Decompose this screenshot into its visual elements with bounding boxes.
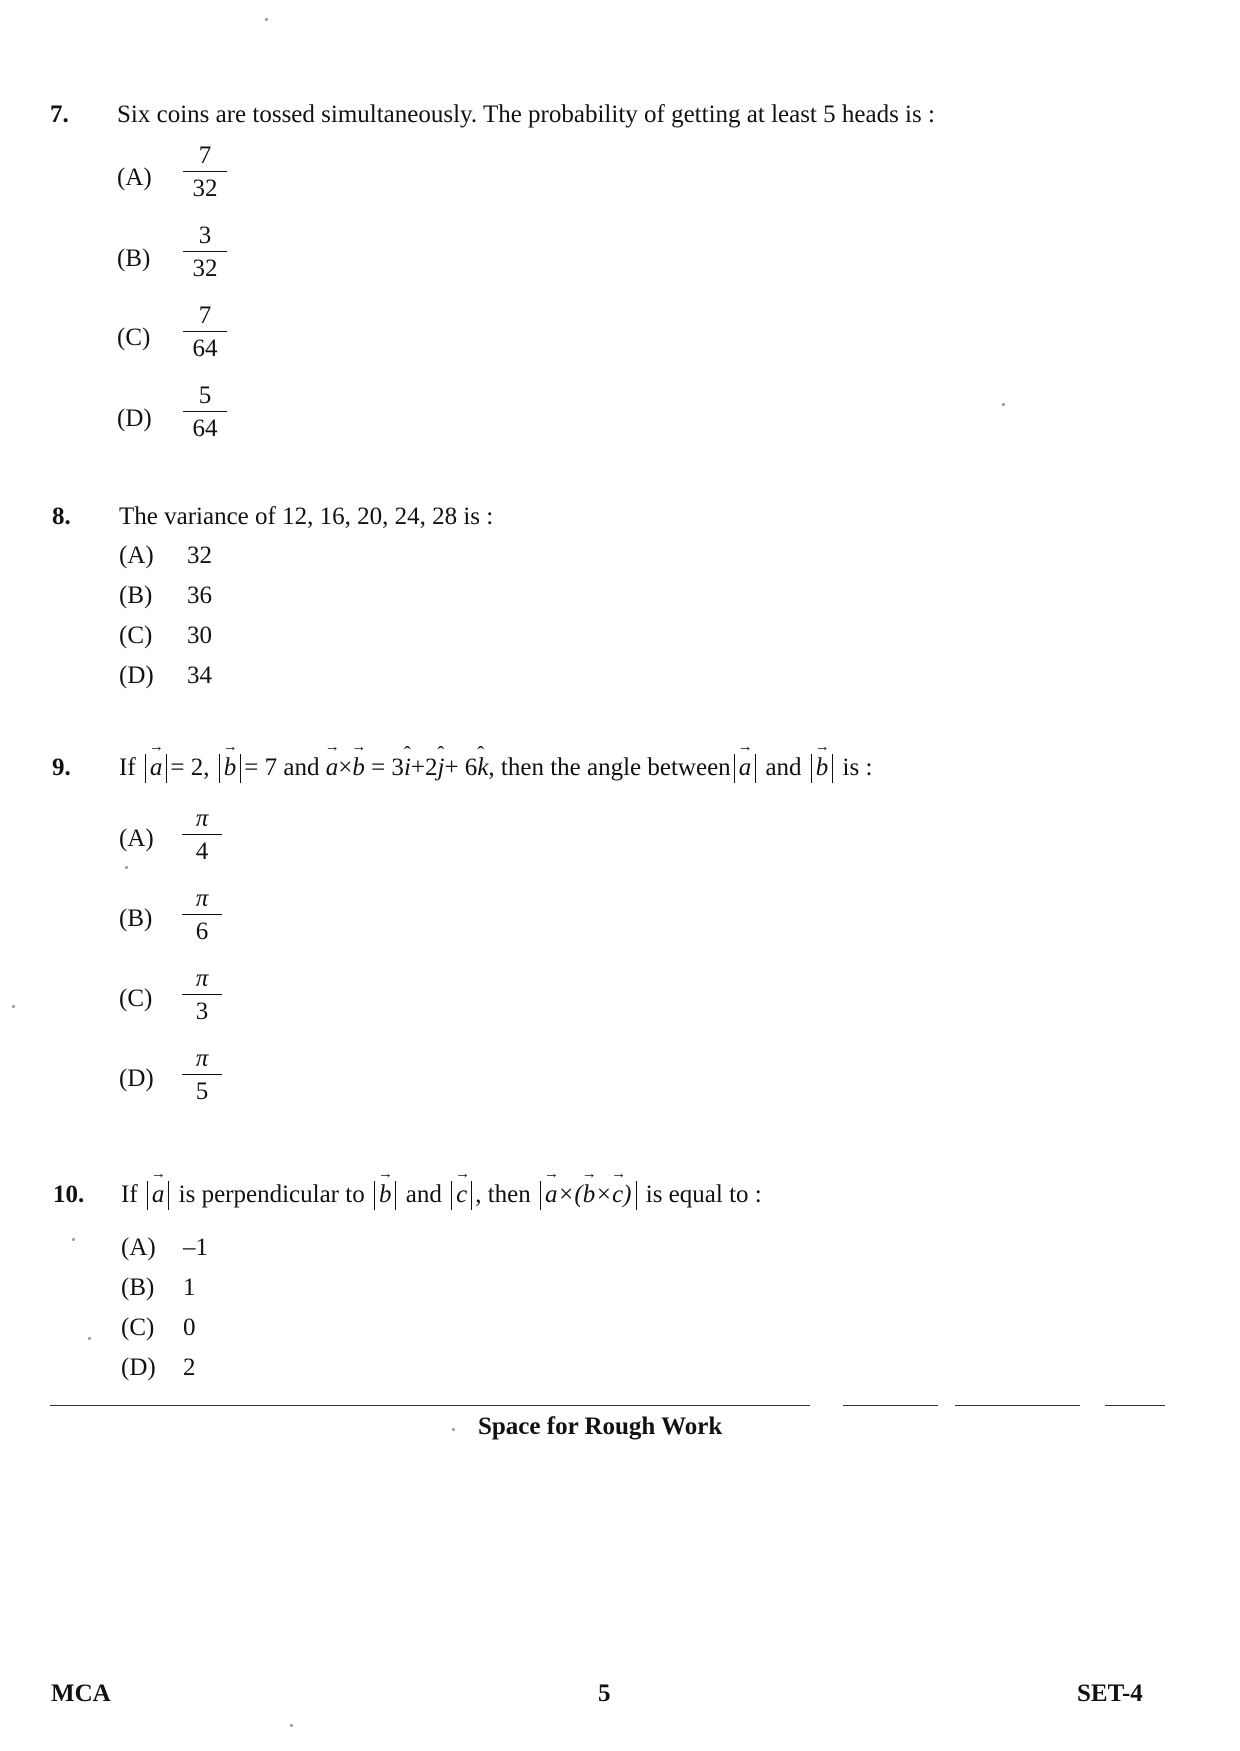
word-and: and: [405, 1181, 442, 1208]
option-value: 1: [183, 1274, 196, 1301]
unit-j: ˆ j: [438, 754, 445, 782]
option-label: (D): [117, 405, 152, 432]
option-label: (A): [119, 542, 154, 569]
question-number-8: 8.: [52, 503, 71, 530]
q8-option-a: [119, 542, 212, 570]
scan-speck: [265, 18, 268, 21]
triple-product: → a×(→ b×→ c): [540, 1181, 637, 1210]
word-then: , then: [475, 1181, 531, 1208]
then-angle-between: , then the angle between: [488, 754, 731, 781]
numerator-pi: π: [182, 886, 222, 915]
option-label: (C): [117, 324, 151, 351]
vector-b: → b: [352, 754, 365, 782]
numerator: 3: [183, 223, 227, 252]
magnitude-b: → b: [374, 1181, 397, 1210]
option-label: (B): [119, 905, 153, 932]
q7-option-b-fraction: [183, 223, 227, 281]
denominator: 5: [195, 1078, 209, 1105]
scan-speck: [1002, 403, 1005, 406]
magnitude-a: → a: [145, 754, 168, 783]
option-value: 2: [183, 1354, 196, 1381]
denominator: 32: [192, 175, 218, 202]
word-is: is :: [842, 754, 873, 781]
denominator: 32: [192, 255, 218, 282]
plus-2: +2: [410, 754, 438, 781]
word-if: If: [119, 754, 136, 781]
scan-speck: [72, 1238, 75, 1241]
option-value: 34: [187, 662, 212, 689]
q9-option-c: [119, 985, 187, 1013]
q10-option-c: [121, 1314, 196, 1342]
q10-option-a: [121, 1234, 208, 1262]
page-number: 5: [598, 1680, 611, 1707]
option-label: (A): [117, 164, 152, 191]
eq-2: = 2,: [170, 754, 210, 781]
question-number-9: 9.: [52, 754, 71, 781]
q8-option-c: [119, 622, 212, 650]
divider-line-segment: [955, 1405, 1080, 1406]
q7-option-c: [117, 324, 185, 352]
q9-option-c-fraction: [182, 966, 222, 1024]
option-label: (B): [119, 582, 153, 609]
question-9-text: [119, 754, 872, 783]
footer-course: MCA: [51, 1680, 111, 1707]
option-value: 36: [187, 582, 212, 609]
is-equal-to: is equal to :: [645, 1181, 762, 1208]
q9-option-a: [119, 825, 187, 853]
option-label: (B): [117, 245, 151, 272]
numerator-pi: π: [182, 966, 222, 995]
numerator: 7: [183, 143, 227, 172]
numerator: 5: [183, 383, 227, 412]
q7-option-a: [117, 164, 185, 192]
q8-option-b: [119, 582, 212, 610]
option-value: –1: [183, 1234, 208, 1261]
q9-option-d-fraction: [182, 1046, 222, 1104]
question-7-text: Six coins are tossed simultaneously. The probability of getting at least 5 heads is :: [117, 101, 935, 128]
footer-set: SET-4: [1077, 1680, 1143, 1707]
q9-option-b-fraction: [182, 886, 222, 944]
word-if: If: [121, 1181, 138, 1208]
denominator: 64: [192, 335, 218, 362]
option-label: (C): [119, 622, 153, 649]
q9-option-d: [119, 1065, 187, 1093]
magnitude-a-2: → a: [734, 754, 757, 783]
denominator: 6: [195, 918, 209, 945]
q10-option-d: [121, 1354, 196, 1382]
q7-option-d-fraction: [183, 383, 227, 441]
option-value: 32: [187, 542, 212, 569]
q10-option-b: [121, 1274, 196, 1302]
q7-option-d: [117, 405, 185, 433]
q9-option-a-fraction: [182, 806, 222, 864]
option-label: (D): [119, 662, 154, 689]
option-label: (C): [121, 1314, 155, 1341]
is-perpendicular-to: is perpendicular to: [178, 1181, 365, 1208]
magnitude-b: → b: [219, 754, 242, 783]
q8-option-d: [119, 662, 212, 690]
question-8-text: The variance of 12, 16, 20, 24, 28 is :: [119, 503, 494, 530]
vector-a: → a: [326, 754, 339, 782]
q7-option-c-fraction: [183, 303, 227, 361]
scan-speck: [452, 1428, 455, 1431]
unit-i: ˆ i: [404, 754, 411, 782]
plus-6: + 6: [444, 754, 478, 781]
eq-3: = 3: [371, 754, 404, 781]
option-value: 30: [187, 622, 212, 649]
denominator: 3: [195, 998, 209, 1025]
option-label: (A): [119, 825, 154, 852]
scan-speck: [290, 1724, 293, 1727]
q7-option-b: [117, 245, 185, 273]
question-number-7: 7.: [50, 101, 69, 128]
cross-sign: ×: [338, 754, 353, 781]
rough-work-heading: Space for Rough Work: [478, 1413, 723, 1440]
word-and: and: [765, 754, 802, 781]
magnitude-c: → c: [451, 1181, 472, 1210]
magnitude-a: → a: [147, 1181, 170, 1210]
divider-line-segment: [843, 1405, 938, 1406]
magnitude-b-2: → b: [811, 754, 834, 783]
option-label: (D): [119, 1065, 154, 1092]
option-label: (C): [119, 985, 153, 1012]
question-number-10: 10.: [53, 1181, 85, 1208]
numerator-pi: π: [182, 1046, 222, 1075]
eq-7: = 7 and: [244, 754, 320, 781]
numerator-pi: π: [182, 806, 222, 835]
option-label: (D): [121, 1354, 156, 1381]
question-10-text: [121, 1181, 762, 1210]
option-value: 0: [183, 1314, 196, 1341]
scan-speck: [12, 1005, 15, 1008]
denominator: 64: [192, 415, 218, 442]
q7-option-a-fraction: [183, 143, 227, 201]
scan-speck: [88, 1337, 91, 1340]
option-label: (B): [121, 1274, 155, 1301]
scan-speck: [125, 866, 128, 869]
numerator: 7: [183, 303, 227, 332]
divider-line: [50, 1405, 810, 1406]
option-label: (A): [121, 1234, 156, 1261]
denominator: 4: [195, 838, 209, 865]
divider-line-segment: [1105, 1405, 1165, 1406]
q9-option-b: [119, 905, 187, 933]
unit-k: ˆ k: [477, 754, 488, 782]
